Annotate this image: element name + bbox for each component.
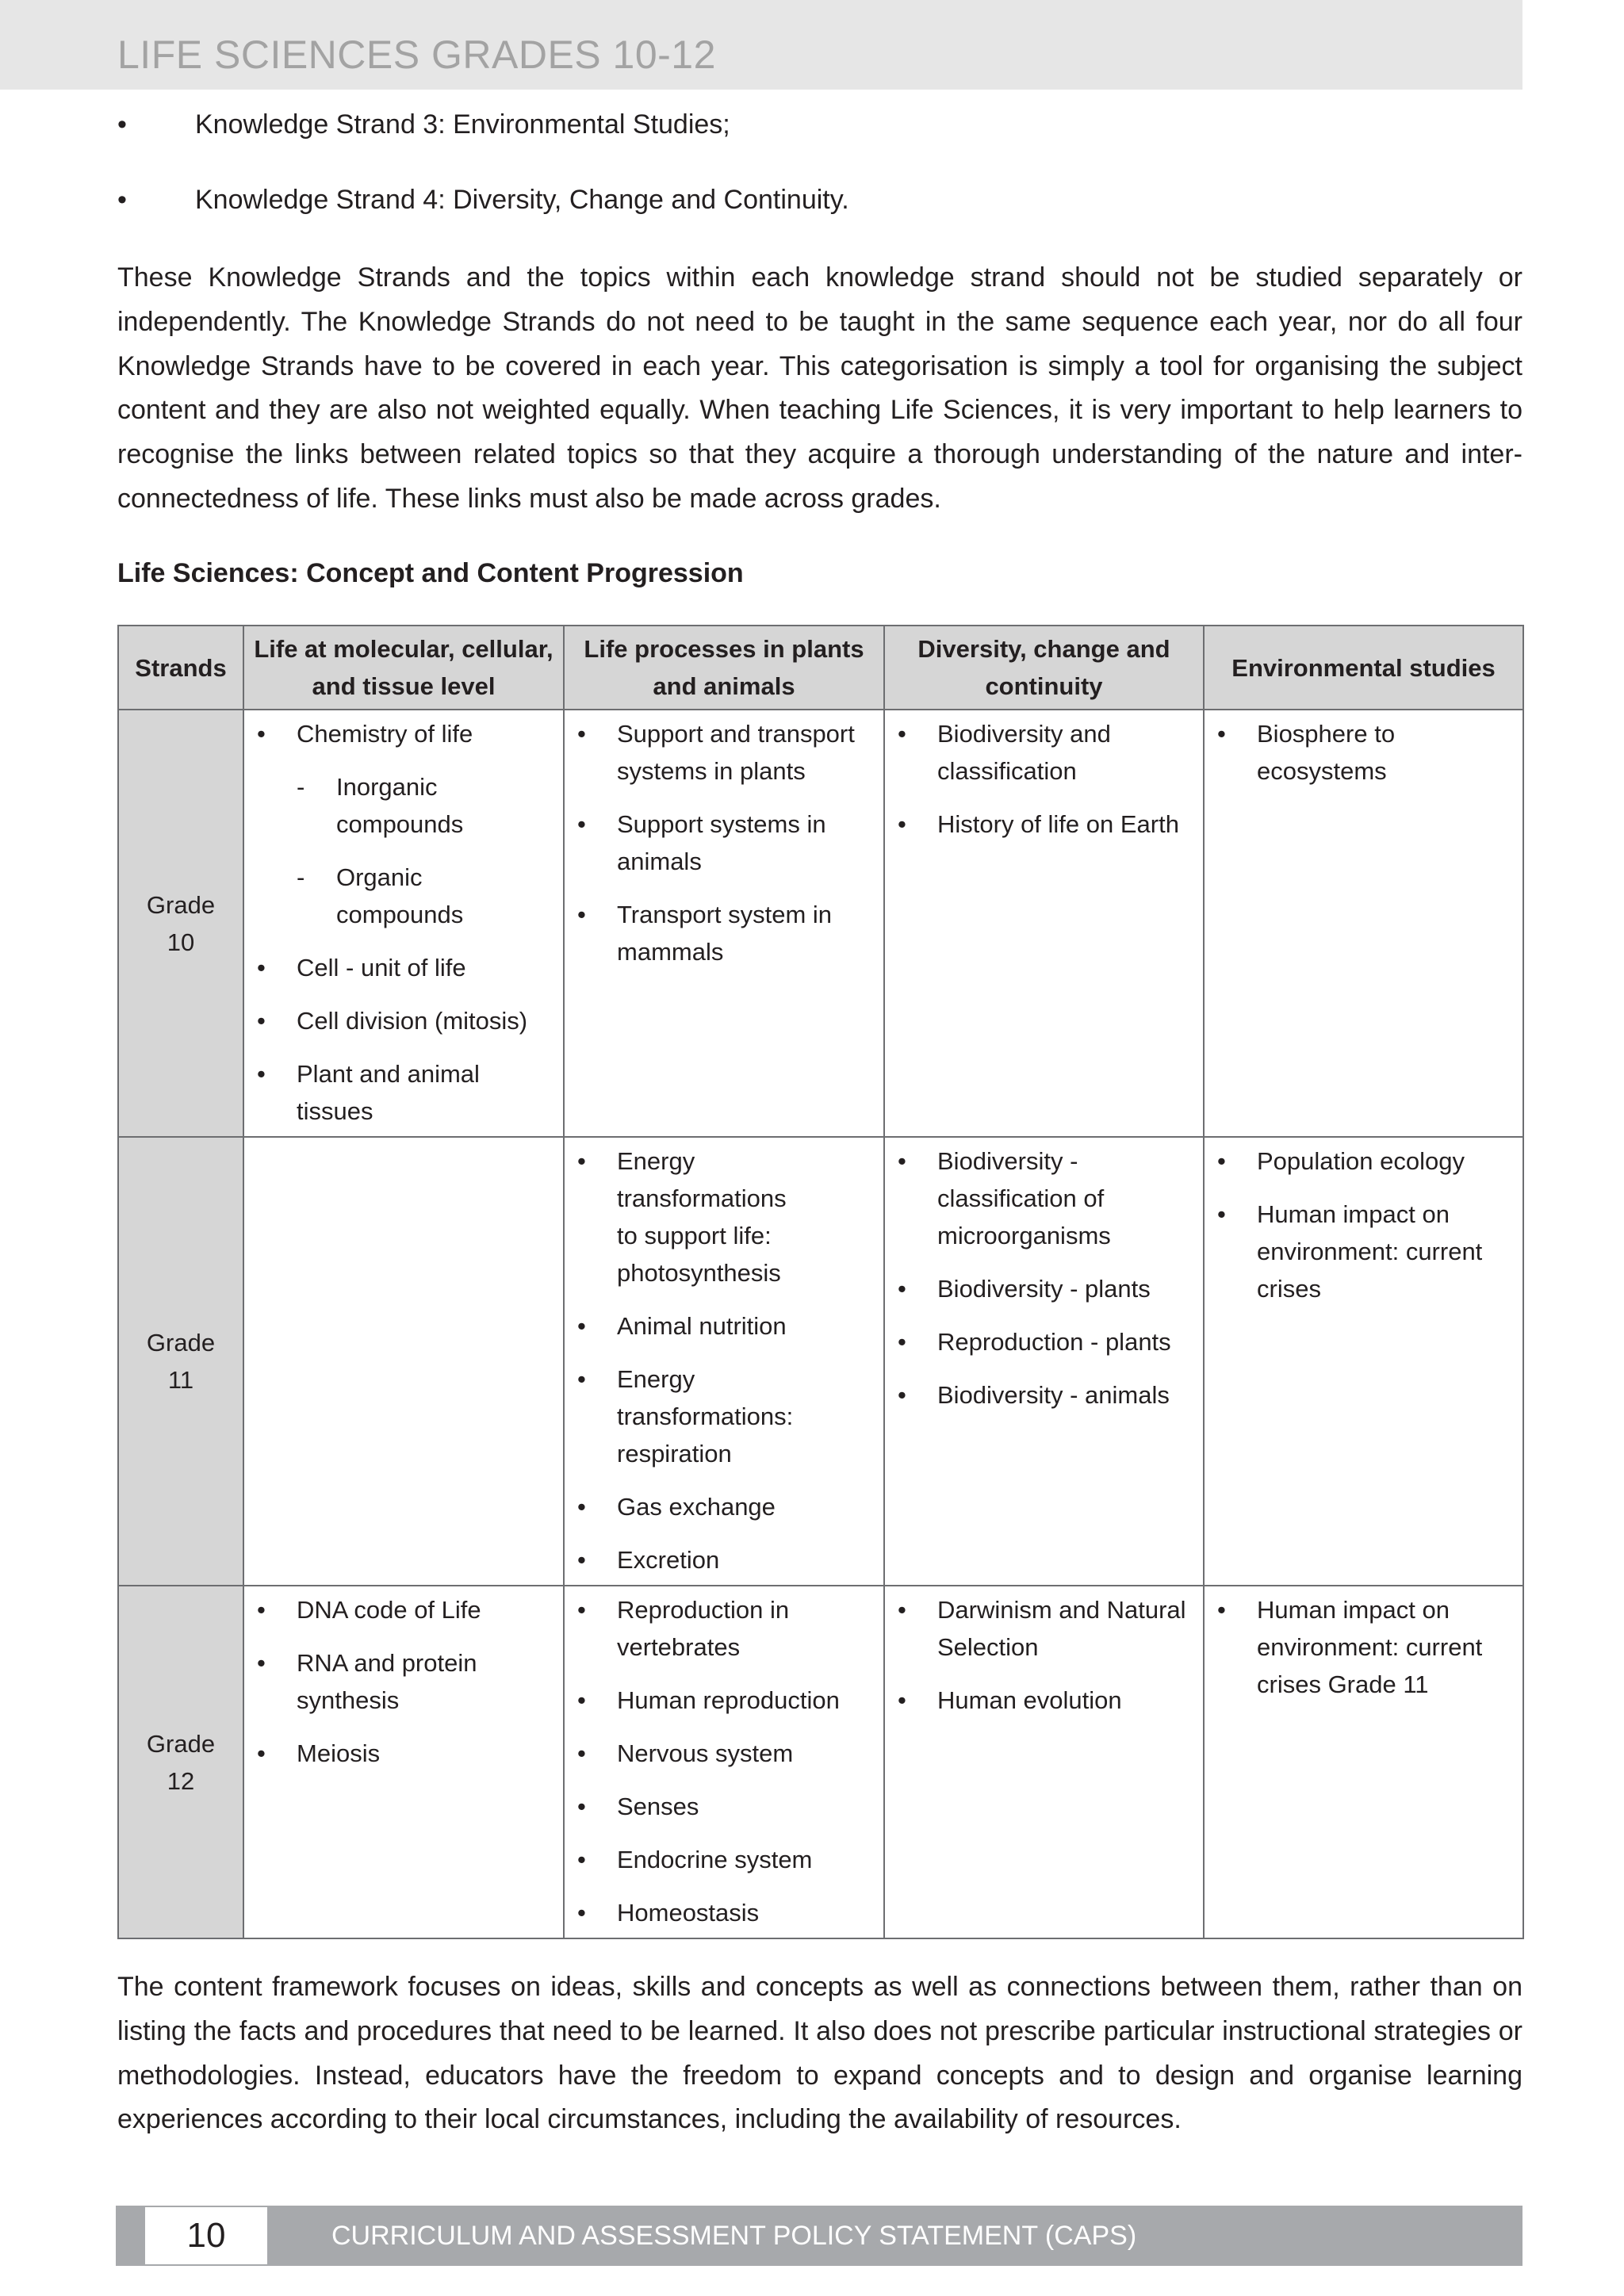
footer-title: CURRICULUM AND ASSESSMENT POLICY STATEMENT (CAPS)	[331, 2221, 1137, 2251]
list-item: • Biosphere to ecosystems	[1217, 715, 1515, 790]
list-item: • Homeostasis	[577, 1894, 875, 1931]
bullet-icon: •	[117, 185, 127, 215]
list-item: • Animal nutrition	[577, 1307, 875, 1345]
grade-label-word: Grade	[146, 1729, 216, 1758]
list-item: • History of life on Earth	[898, 806, 1195, 843]
page-number: 10	[145, 2207, 267, 2264]
table-row	[118, 1137, 1523, 1586]
list-item: • Reproduction - plants	[898, 1323, 1195, 1360]
list-item: • Plant and animal tissues	[257, 1055, 555, 1130]
list-item: • Cell division (mitosis)	[257, 1002, 555, 1039]
list-item: • Biodiversity - classification of microorganisms	[898, 1142, 1195, 1254]
section-heading: Life Sciences: Concept and Content Progression	[117, 558, 744, 588]
list-item: • Human evolution	[898, 1682, 1195, 1719]
list-item: • Biodiversity and classification	[898, 715, 1195, 790]
footer-band	[116, 2206, 1522, 2266]
list-item: • Support systems in animals	[577, 806, 875, 880]
list-item: • Biodiversity - plants	[898, 1270, 1195, 1307]
list-item	[117, 182, 1522, 217]
diversity-cell	[884, 1586, 1204, 1938]
grade-label-number: 10	[167, 928, 195, 956]
table-row	[118, 710, 1523, 1137]
list-item: • RNA and protein synthesis	[257, 1644, 555, 1719]
column-header-molecular: Life at molecular, cellular, and tissue level	[243, 626, 564, 710]
molecular-cell	[243, 1586, 564, 1938]
list-item: • Population ecology	[1217, 1142, 1515, 1180]
list-item: • DNA code of Life	[257, 1591, 555, 1628]
list-item: • Cell - unit of life	[257, 949, 555, 986]
list-item: • Gas exchange	[577, 1488, 875, 1525]
processes-cell	[564, 710, 884, 1137]
content-progression-table	[117, 625, 1524, 1939]
list-item: • Darwinism and Natural Selection	[898, 1591, 1195, 1666]
grade-label-word: Grade	[146, 890, 216, 919]
list-item: • Reproduction in vertebrates	[577, 1591, 875, 1666]
content-framework-paragraph: The content framework focuses on ideas, skills and concepts as well as connections between them, rather than on listing the facts and procedures that need to be learned. It also does not prescribe particular instructional strategies or methodologies. Instead, educators have the freedom to expand concepts and to design and organise learning experiences according to their local circumstances, including the availability of resources.	[117, 1972, 1522, 2135]
list-item-text: Chemistry of life	[297, 720, 473, 748]
knowledge-strands-paragraph: These Knowledge Strands and the topics within each knowledge strand should not be studied separately or independently. The Knowledge Strands do not need to be taught in the same sequence each year, nor do all four Knowledge Strands have to be covered in each year. This categorisation is simply a tool for organising the subject content and they are also not weighted equally. When teaching Life Sciences, it is very important to help learners to recognise the links between related topics so that they acquire a thorough understanding of the nature and inter-connectedness of life. These links must also be made across grades.	[117, 262, 1522, 514]
list-item-text: Organic compounds	[336, 863, 464, 928]
sub-list-item	[297, 768, 555, 843]
list-item	[117, 107, 1522, 142]
running-header-title: LIFE SCIENCES GRADES 10-12	[117, 33, 716, 77]
list-item: • Human reproduction	[577, 1682, 875, 1719]
strand-bullet-list	[117, 107, 1522, 258]
list-item: • Energy transformations to support life: photosynthesis	[577, 1142, 875, 1292]
molecular-cell	[243, 1137, 564, 1586]
grade-label-word: Grade	[146, 1329, 216, 1357]
list-item: • Human impact on environment: current crises Grade 11	[1217, 1591, 1515, 1703]
molecular-cell	[243, 710, 564, 1137]
table-row	[118, 1586, 1523, 1938]
list-item-text: Knowledge Strand 3: Environmental Studies;	[195, 109, 730, 140]
list-item-text: Knowledge Strand 4: Diversity, Change and Continuity.	[195, 185, 849, 215]
list-item: • Transport system in mammals	[577, 896, 875, 970]
list-item: • Endocrine system	[577, 1841, 875, 1878]
processes-cell	[564, 1586, 884, 1938]
list-item: • Biodiversity - animals	[898, 1376, 1195, 1414]
grade-label	[118, 1137, 243, 1586]
grade-label	[118, 1586, 243, 1938]
list-item: • Senses	[577, 1788, 875, 1825]
list-item: • Support and transport systems in plants	[577, 715, 875, 790]
bullet-icon: •	[117, 109, 127, 140]
column-header-environmental: Environmental studies	[1204, 626, 1523, 710]
table-header-row	[118, 626, 1523, 710]
list-item: • Meiosis	[257, 1735, 555, 1772]
diversity-cell	[884, 1137, 1204, 1586]
column-header-diversity: Diversity, change and continuity	[884, 626, 1204, 710]
list-item: • Human impact on environment: current crises	[1217, 1196, 1515, 1307]
sub-list-item	[297, 859, 555, 933]
grade-label-number: 12	[167, 1766, 195, 1795]
list-item-text: Inorganic compounds	[336, 773, 464, 838]
processes-cell	[564, 1137, 884, 1586]
list-item: • Excretion	[577, 1541, 875, 1578]
environmental-cell	[1204, 710, 1523, 1137]
list-item: • Energy transformations: respiration	[577, 1360, 875, 1472]
diversity-cell	[884, 710, 1204, 1137]
grade-label-number: 11	[167, 1366, 194, 1394]
column-header-processes: Life processes in plants and animals	[564, 626, 884, 710]
list-item: • Nervous system	[577, 1735, 875, 1772]
column-header-strands: Strands	[118, 626, 243, 710]
environmental-cell	[1204, 1586, 1523, 1938]
environmental-cell	[1204, 1137, 1523, 1586]
list-item	[257, 715, 555, 933]
grade-label	[118, 710, 243, 1137]
